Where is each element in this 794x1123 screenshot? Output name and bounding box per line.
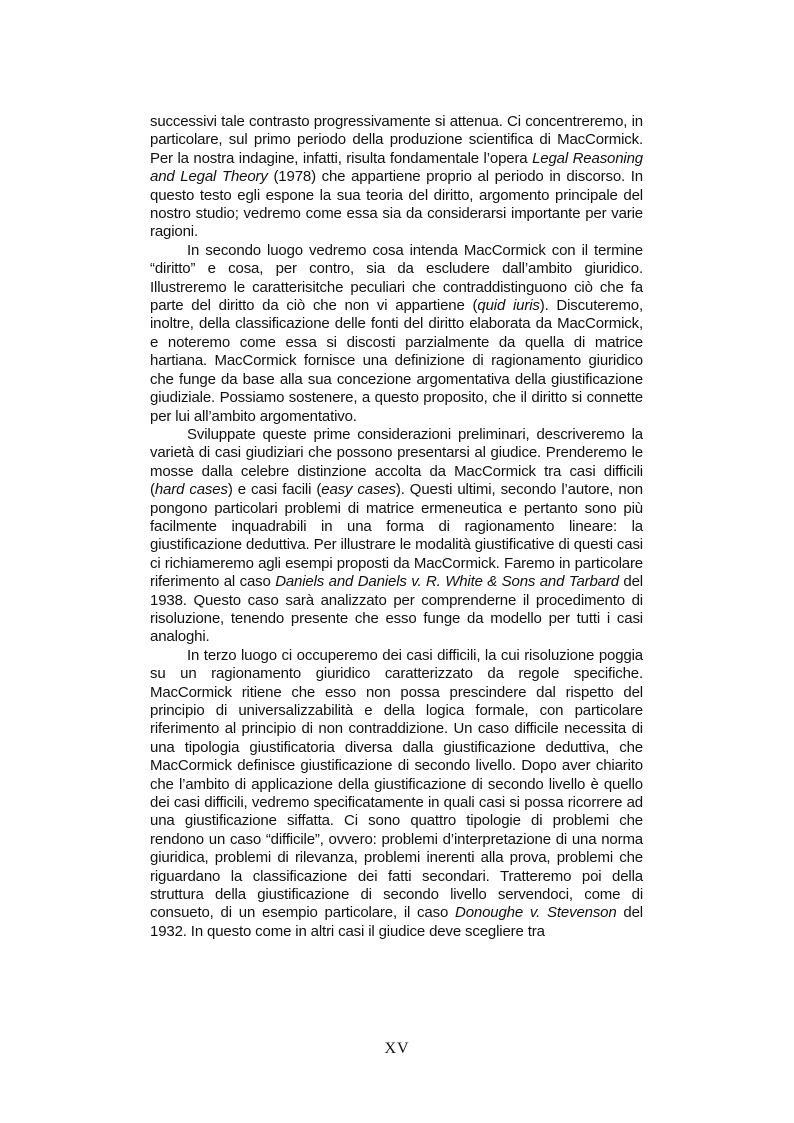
italic-run: quid iuris	[477, 297, 540, 315]
page-number: XV	[384, 1040, 410, 1057]
italic-run: Donoughe v. Stevenson	[455, 904, 617, 922]
italic-run: easy cases	[321, 481, 396, 499]
text-run: successivi tale contrasto progressivamente si attenua. Ci concentreremo, in particolare, sul primo periodo della produzione scientifica di MacCormick. Per la nostra indagine, infatti, risulta fondamentale l’opera	[150, 113, 643, 167]
text-run: ) e casi facili (	[227, 481, 322, 499]
text-run: del 1938. Questo caso sarà analizzato per comprenderne il procedimento di risoluzione, tenendo presente che esso funge da modello per tutti i casi analoghi.	[150, 573, 643, 646]
paragraph-1	[150, 113, 643, 242]
text-run: In terzo luogo ci occuperemo dei casi difficili, la cui risoluzione poggia su un ragionamento giuridico caratterizzato da regole specifiche. MacCormick ritiene che esso non possa prescindere dal rispetto del principio di universalizzabilità e della logica formale, con particolare riferimento al principio di non contraddizione. Un caso difficile necessita di una tipologia giustificatoria diversa dalla giustificazione deduttiva, che MacCormick definisce giustificazione di secondo livello. Dopo aver chiarito che l’ambito di applicazione della giustificazione di secondo livello è quello dei casi difficili, vedremo specificatamente in quali casi si possa ricorrere ad una giustificazione siffatta. Ci sono quattro tipologie di problemi che rendono un caso “difficile”, ovvero: problemi d’interpretazione di una norma giuridica, problemi di rilevanza, problemi inerenti alla prova, problemi che riguardano la classificazione dei fatti secondari. Tratteremo poi della struttura della giustificazione di secondo livello servendoci, come di consueto, di un esempio particolare, il caso	[150, 646, 643, 922]
text-run: ). Discuteremo, inoltre, della classificazione delle fonti del diritto elaborata da MacCormick, e noteremo come essa si discosti parzialmente da quella di matrice hartiana. MacCormick fornisce una definizione di ragionamento giuridico che funge da base alla sua concezione argomentativa della giustificazione giudiziale. Possiamo sostenere, a questo proposito, che il diritto si connette per lui all’ambito argomentativo.	[150, 297, 643, 425]
page-body	[150, 113, 643, 941]
text-run: (1978) che appartiene proprio al periodo in discorso. In questo testo egli espone la sua teoria del diritto, argomento principale del nostro studio; vedremo come essa sia da considerarsi importante per varie ragioni.	[150, 168, 643, 241]
paragraph-3	[150, 426, 643, 647]
text-run: Sviluppate queste prime considerazioni preliminari, descriveremo la varietà di casi giudiziari che possono presentarsi al giudice. Prenderemo le mosse dalla celebre distinzione accolta da MacCormick tra casi difficili (	[150, 425, 643, 499]
text-run: del 1932. In questo come in altri casi il giudice deve scegliere tra	[150, 904, 643, 940]
text-run: In secondo luogo vedremo cosa intenda MacCormick con il termine “diritto” e cosa, per contro, sia da escludere dall’ambito giuridico. Illustreremo le caratterisitche peculiari che contraddistinguono ciò che fa parte del diritto da ciò che non vi appartiene (	[150, 241, 643, 315]
italic-run: Legal Reasoning and Legal Theory	[150, 149, 643, 186]
paragraph-4	[150, 647, 643, 942]
text-run: ). Questi ultimi, secondo l’autore, non pongono particolari problemi di matrice ermeneutica e pertanto sono più facilmente inquadrabili in una forma di ragionamento lineare: la giustificazione deduttiva. Per illustrare le modalità giustificative di questi casi ci richiameremo agli esempi proposti da MacCormick. Faremo in particolare riferimento al caso	[150, 481, 643, 591]
italic-run: Daniels and Daniels v. R. White & Sons and Tarbard	[275, 573, 619, 591]
paragraph-2	[150, 242, 643, 426]
italic-run: hard cases	[154, 481, 228, 499]
